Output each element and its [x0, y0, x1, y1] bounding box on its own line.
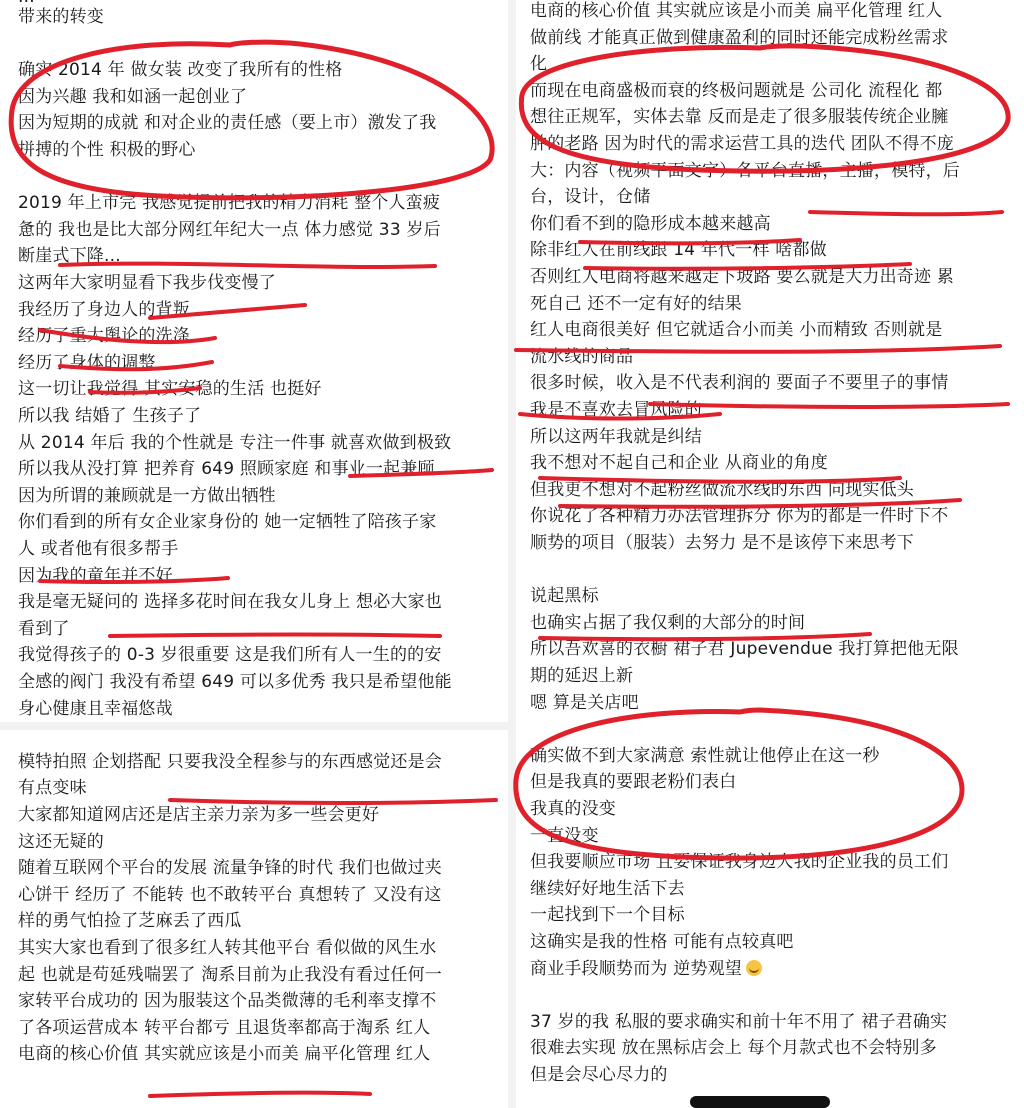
text-line: 确实 2014 年 做女装 改变了我所有的性格 [18, 60, 343, 81]
text-line: 从 2014 年后 我的个性就是 专注一件事 就喜欢做到极致 [18, 432, 452, 453]
text-line: 确实做不到大家满意 索性就让他停止在这一秒 [530, 745, 880, 766]
text-line: 所以我 结婚了 生孩子了 [18, 406, 202, 426]
text-line: 台，设计，仓储 [530, 187, 651, 208]
text-line: 家转平台成功的 因为服装这个品类微薄的毛利率支撑不 [18, 991, 437, 1012]
text-line: 经历了重大舆论的洗涤 [18, 326, 190, 347]
text-line: 我真的没变 [530, 799, 616, 819]
text-line: 因为我的童年并不好 [18, 565, 173, 586]
home-indicator-bar [690, 1096, 830, 1108]
text-line: 流水线的商品 [530, 346, 634, 367]
text-line: 我觉得孩子的 0-3 岁很重要 这是我们所有人一生的的安 [18, 645, 442, 666]
text-line: 人 或者他有很多帮手 [18, 539, 179, 559]
text-line: 你们看不到的隐形成本越来越高 [530, 213, 771, 234]
text-line: 做前线 才能真正做到健康盈利的同时还能完成粉丝需求 [530, 27, 949, 48]
text-line: 但是会尽心尽力的 [530, 1065, 668, 1085]
text-line: 样的勇气怕捡了芝麻丢了西瓜 [18, 911, 242, 932]
text-line: 一直没变 [530, 825, 599, 846]
text-line: 经历了身体的调整 [18, 352, 156, 373]
text-line: 我不想对不起自己和企业 从商业的角度 [530, 453, 829, 474]
text-line: 心饼干 经历了 不能转 也不敢转平台 真想转了 又没有这 [18, 884, 442, 905]
text-line: 这还无疑的 [18, 831, 104, 852]
text-line: 所以这两年我就是纠结 [530, 426, 702, 447]
text-line: 因为短期的成就 和对企业的责任感（要上市）激发了我 [18, 113, 437, 134]
text-line: 你们看到的所有女企业家身份的 她一定牺牲了陪孩子家 [18, 512, 437, 533]
text-line: 但我更不想对不起粉丝做流水线的东西 向现实低头 [530, 479, 915, 500]
text-line: 期的延迟上新 [530, 666, 634, 686]
text-line: 这一切让我觉得 其实安稳的生活 也挺好 [18, 379, 322, 400]
text-line: 继续好好地生活下去 [530, 878, 685, 899]
text-line: 说起黑标 [530, 586, 599, 607]
text-line: 否则红人电商将越来越走下坡路 要么就是大力出奇迹 累 [530, 267, 955, 287]
text-line: 这确实是我的性格 可能有点较真吧 [530, 932, 794, 952]
smile-emoji-icon [746, 960, 762, 976]
left-text-column [0, 0, 508, 1108]
text-line: 你说花了各种精力办法管理拆分 你为的都是一件时下不 [530, 506, 949, 527]
text-line: 看到了 [18, 618, 70, 639]
text-line: 肿的老路 因为时代的需求运营工具的迭代 团队不得不庞 [530, 134, 955, 154]
text-line: 但我要顺应市场 且要保证我身边人我的企业我的员工们 [530, 852, 949, 873]
text-line: 很难去实现 放在黑标店会上 每个月款式也不会特别多 [530, 1038, 937, 1059]
text-line: 有点变味 [18, 778, 87, 799]
text-line: 除非红人在前线跟 14 年代一样 啥都做 [530, 240, 827, 261]
text-line: 随着互联网个平台的发展 流量争锋的时代 我们也做过夹 [18, 858, 443, 879]
text-line: 起 也就是苟延残喘罢了 淘系目前为止我没有看过任何一 [18, 964, 443, 985]
text-line: 我是毫无疑问的 选择多花时间在我女儿身上 想必大家也 [18, 592, 443, 613]
text-line: 带来的转变 [18, 7, 104, 27]
text-line: 37 岁的我 私服的要求确实和前十年不用了 裙子君确实 [530, 1011, 948, 1032]
text-line: 其实大家也看到了很多红人转其他平台 看似做的风生水 [18, 938, 437, 958]
text-line: 想往正规军，实体去靠 反而是走了很多服装传统企业臃 [530, 107, 949, 128]
text-line: 拼搏的个性 积极的野心 [18, 140, 196, 160]
text-line: 我是不喜欢去冒风险的 [530, 400, 702, 420]
text-line: 大：内容（视频平面文字）各平台直播，主播，模特，后 [530, 160, 960, 181]
text-line: 电商的核心价值 其实就应该是小而美 扁平化管理 红人 [530, 1, 943, 21]
text-line: 所以吾欢喜的衣橱 裙子君 Jupevendue 我打算把他无限 [530, 639, 959, 660]
text-line: 因为兴趣 我和如涵一起创业了 [18, 86, 248, 107]
column-gutter [508, 0, 516, 1108]
text-line: 所以我从没打算 把养育 649 照顾家庭 和事业一起兼顾 [18, 459, 435, 480]
text-line: 一起找到下一个目标 [530, 905, 685, 926]
text-line: 全感的阀门 我没有希望 649 可以多优秀 我只是希望他能 [18, 672, 452, 692]
text-line: 电商的核心价值 其实就应该是小而美 扁平化管理 红人 [18, 1044, 431, 1065]
text-line: 我经历了身边人的背叛 [18, 299, 190, 320]
text-line: 死自己 还不一定有好的结果 [530, 293, 743, 314]
text-line: 顺势的项目（服装）去努力 是不是该停下来思考下 [530, 533, 915, 553]
text-line: 嗯 算是关店吧 [530, 692, 639, 713]
section-divider [0, 722, 508, 730]
text-line: 了各项运营成本 转平台都亏 且退货率都高于淘系 红人 [18, 1017, 431, 1038]
text-line: 这两年大家明显看下我步伐变慢了 [18, 273, 276, 293]
text-line: 身心健康且幸福悠哉 [18, 698, 173, 719]
right-text-column [516, 0, 1024, 1108]
text-line: 很多时候，收入是不代表利润的 要面子不要里子的事情 [530, 373, 949, 394]
text-line: 而现在电商盛极而衰的终极问题就是 公司化 流程化 都 [530, 80, 943, 101]
text-line: 化 [530, 54, 548, 75]
text-line: 红人电商很美好 但它就适合小而美 小而精致 否则就是 [530, 320, 943, 341]
text-line: 但是我真的要跟老粉们表白 [530, 772, 737, 793]
text-line: 2019 年上市完 我感觉提前把我的精力消耗 整个人蛮疲 [18, 193, 441, 214]
text-line: 断崖式下降... [18, 246, 121, 267]
text-line: 商业手段顺势而为 逆势观望 [530, 956, 762, 982]
text-line: 惫的 我也是比大部分网红年纪大一点 体力感觉 33 岁后 [18, 219, 441, 240]
text-line: 也确实占据了我仅剩的大部分的时间 [530, 612, 806, 633]
text-line: 因为所谓的兼顾就是一方做出牺牲 [18, 485, 276, 506]
text-line: 大家都知道网店还是店主亲力亲为多一些会更好 [18, 805, 380, 825]
text-line: 模特拍照 企划搭配 只要我没全程参与的东西感觉还是会 [18, 751, 443, 772]
